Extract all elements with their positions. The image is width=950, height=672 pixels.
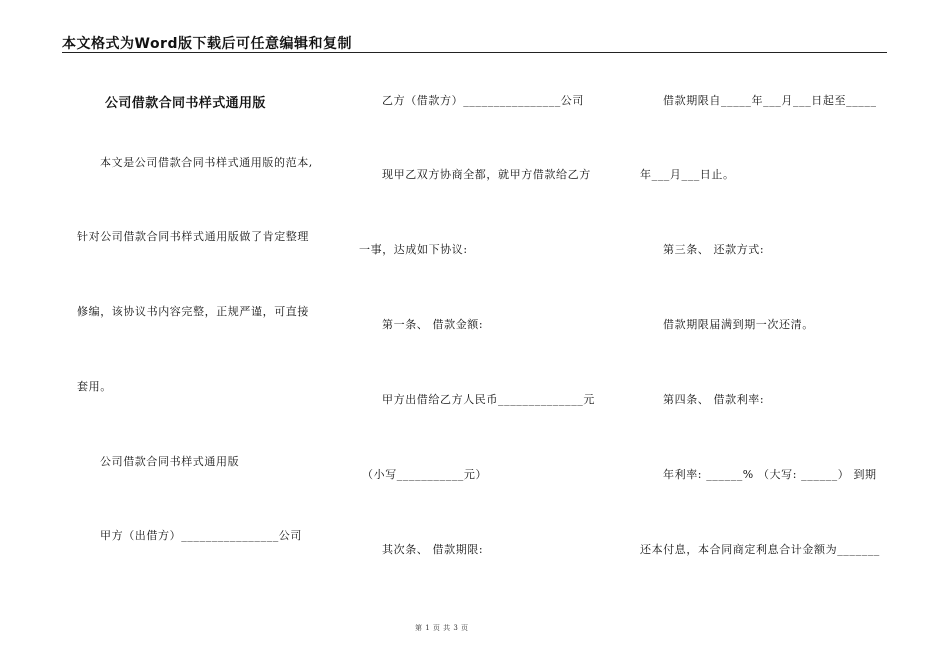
paragraph-line: 套用。 [77,380,112,393]
paragraph-line: 年利率: ______% （大写: ______） 到期 [663,468,877,481]
paragraph-line: 其次条、 借款期限: [382,543,484,556]
page-number: 第 1 页 共 3 页 [415,624,469,632]
paragraph-line: 甲方（出借方）________________公司 [100,529,302,542]
paragraph-line: 还本付息，本合同商定利息合计金额为_______ [640,543,880,556]
paragraph-line: （小写___________元） [362,468,488,481]
paragraph-line: 乙方（借款方）________________公司 [382,94,584,107]
paragraph-line: 第四条、 借款利率: [663,393,765,406]
paragraph-line: 第三条、 还款方式: [663,243,765,256]
paragraph-line: 现甲乙双方协商全都，就甲方借款给乙方 [382,168,591,181]
paragraph-line: 针对公司借款合同书样式通用版做了肯定整理 [77,230,309,243]
paragraph-line: 借款期限自_____年___月___日起至_____ [663,94,877,107]
paragraph-line: 一事，达成如下协议: [359,243,468,256]
paragraph-line: 甲方出借给乙方人民币______________元 [382,393,595,406]
header-rule [62,52,887,53]
paragraph-line: 借款期限届满到期一次还清。 [663,318,814,331]
paragraph-line: 修编，该协议书内容完整，正规严谨，可直接 [77,305,309,318]
paragraph-line: 年___月___日止。 [640,168,735,181]
document-title: 公司借款合同书样式通用版 [105,96,266,111]
download-banner: 本文格式为Word版下载后可任意编辑和复制 [62,36,352,52]
paragraph-line: 第一条、 借款金额: [382,318,484,331]
paragraph-line: 本文是公司借款合同书样式通用版的范本, [100,156,313,169]
paragraph-line: 公司借款合同书样式通用版 [100,455,240,468]
